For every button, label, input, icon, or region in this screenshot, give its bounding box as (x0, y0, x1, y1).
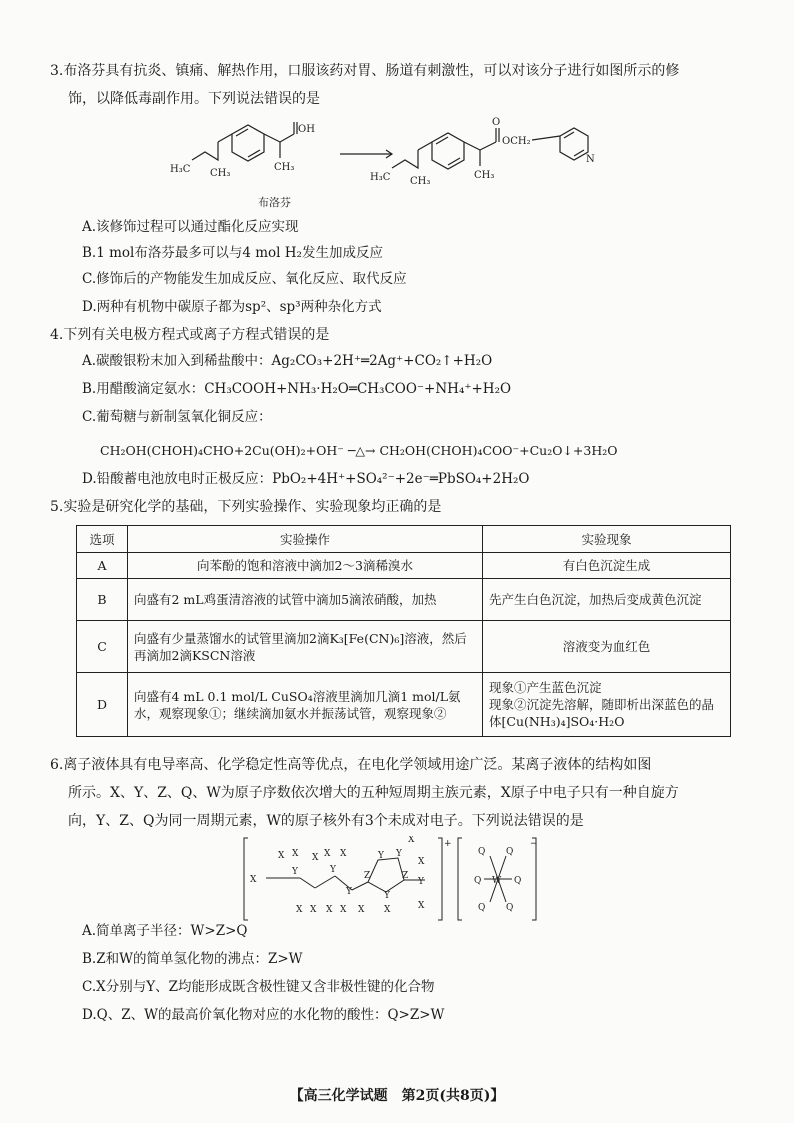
svg-text:Q: Q (478, 903, 486, 913)
header-operation: 实验操作 (128, 526, 483, 553)
ionic-liquid-structure (240, 836, 550, 922)
q4-option-a: A.碳酸银粉末加入到稀盐酸中：Ag₂CO₃+2H⁺═2Ag⁺+CO₂↑+H₂O (82, 353, 493, 369)
svg-text:Y: Y (396, 849, 402, 859)
svg-text:Z: Z (364, 871, 371, 881)
svg-text:X: X (250, 875, 257, 885)
q6-stem-line1: 6.离子液体具有电导率高、化学稳定性高等优点，在电化学领域用途广泛。某离子液体的结构如图 (50, 757, 652, 773)
experiment-table (76, 525, 731, 737)
svg-text:Q: Q (474, 876, 482, 886)
row-a-operation: 向苯酚的饱和溶液中滴加2～3滴稀溴水 (128, 553, 483, 579)
svg-text:X: X (326, 905, 333, 915)
table-row (77, 553, 731, 579)
row-a-phenomenon: 有白色沉淀生成 (483, 553, 731, 579)
q3-option-a: A.该修饰过程可以通过酯化反应实现 (82, 219, 299, 235)
svg-text:X: X (418, 901, 425, 911)
q6-option-a: A.简单离子半径：W>Z>Q (82, 923, 248, 939)
svg-text:X: X (312, 853, 319, 863)
svg-text:N: N (586, 154, 595, 165)
svg-text:X: X (418, 857, 425, 867)
svg-text:X: X (296, 905, 303, 915)
q4-option-b: B.用醋酸滴定氨水：CH₃COOH+NH₃·H₂O═CH₃COO⁻+NH₄⁺+H₂O (82, 381, 512, 397)
svg-text:CH₃: CH₃ (274, 162, 295, 173)
svg-text:+: + (444, 839, 452, 849)
svg-text:Y: Y (384, 891, 390, 901)
q4-stem: 4.下列有关电极方程式或离子方程式错误的是 (50, 327, 330, 343)
row-d-option: D (77, 673, 128, 737)
svg-text:H₃C: H₃C (370, 172, 391, 183)
svg-text:Y: Y (330, 865, 336, 875)
table-row (77, 621, 731, 673)
q4-option-d: D.铅酸蓄电池放电时正极反应：PbO₂+4H⁺+SO₄²⁻+2e⁻═PbSO₄+2H₂O (82, 471, 530, 487)
table-row (77, 673, 731, 737)
q4-option-c-equation: CH₂OH(CHOH)₄CHO+2Cu(OH)₂+OH⁻ ─△→ CH₂OH(CHOH)₄COO⁻+Cu₂O↓+3H₂O (100, 443, 618, 458)
svg-text:−: − (530, 839, 538, 849)
q5-stem: 5.实验是研究化学的基础，下列实验操作、实验现象均正确的是 (50, 499, 442, 515)
svg-text:O: O (492, 117, 501, 128)
page-footer: 【高三化学试题 第2页(共8页)】 (289, 1088, 505, 1104)
svg-text:W: W (492, 876, 502, 886)
q4-option-c: C.葡萄糖与新制氢氧化铜反应： (82, 409, 272, 425)
ibuprofen-label: 布洛芬 (258, 196, 291, 209)
table-row (77, 579, 731, 621)
reaction-svg (170, 112, 730, 208)
header-option: 选项 (77, 526, 128, 553)
row-b-phenomenon: 先产生白色沉淀，加热后变成黄色沉淀 (483, 579, 731, 621)
svg-text:OH: OH (298, 124, 315, 135)
svg-text:X: X (340, 905, 347, 915)
svg-text:X: X (292, 849, 299, 859)
row-c-option: C (77, 621, 128, 673)
svg-text:Q: Q (506, 847, 514, 857)
svg-text:OCH₂: OCH₂ (502, 136, 531, 147)
q6-option-b: B.Z和W的简单氢化物的沸点：Z>W (82, 951, 303, 967)
header-phenomenon: 实验现象 (483, 526, 731, 553)
q6-stem-line3: 向，Y、Z、Q为同一周期元素，W的原子核外有3个未成对电子。下列说法错误的是 (68, 813, 584, 829)
row-c-phenomenon: 溶液变为血红色 (483, 621, 731, 673)
q3-option-b: B.1 mol布洛芬最多可以与4 mol H₂发生加成反应 (82, 245, 383, 261)
svg-text:X: X (340, 849, 347, 859)
table-header-row (77, 526, 731, 553)
row-c-operation: 向盛有少量蒸馏水的试管里滴加2滴K₃[Fe(CN)₆]溶液，然后再滴加2滴KSCN溶液 (128, 621, 483, 673)
ibuprofen-reaction-diagram (170, 112, 730, 208)
svg-text:Y: Y (378, 851, 384, 861)
q3-option-d: D.两种有机物中碳原子都为sp²、sp³两种杂化方式 (82, 299, 382, 315)
svg-text:X: X (310, 905, 317, 915)
svg-text:Q: Q (478, 847, 486, 857)
svg-text:CH₃: CH₃ (210, 168, 231, 179)
ionic-liquid-svg (240, 836, 550, 922)
svg-text:Y: Y (292, 867, 298, 877)
row-d-operation: 向盛有4 mL 0.1 mol/L CuSO₄溶液里滴加几滴1 mol/L氨水，观察现象①；继续滴加氨水并振荡试管，观察现象② (128, 673, 483, 737)
svg-text:Y: Y (418, 877, 424, 887)
row-b-operation: 向盛有2 mL鸡蛋清溶液的试管中滴加5滴浓硝酸，加热 (128, 579, 483, 621)
row-d-phenomenon: 现象①产生蓝色沉淀 现象②沉淀先溶解，随即析出深蓝色的晶体[Cu(NH₃)₄]SO₄·H₂O (483, 673, 731, 737)
q3-stem-line2: 饰，以降低毒副作用。下列说法错误的是 (68, 91, 320, 107)
svg-text:H₃C: H₃C (170, 164, 191, 175)
row-b-option: B (77, 579, 128, 621)
svg-text:Z: Z (402, 871, 409, 881)
q3-option-c: C.修饰后的产物能发生加成反应、氧化反应、取代反应 (82, 271, 407, 287)
svg-text:Y: Y (346, 887, 352, 897)
svg-text:Q: Q (514, 876, 522, 886)
svg-text:X: X (384, 905, 391, 915)
svg-text:X: X (358, 905, 365, 915)
svg-text:CH₃: CH₃ (474, 170, 495, 181)
q6-option-d: D.Q、Z、W的最高价氧化物对应的水化物的酸性：Q>Z>W (82, 1007, 445, 1023)
q6-stem-line2: 所示。X、Y、Z、Q、W为原子序数依次增大的五种短周期主族元素，X原子中电子只有一种自旋方 (68, 785, 679, 801)
q3-stem-line1: 3.布洛芬具有抗炎、镇痛、解热作用，口服该药对胃、肠道有刺激性，可以对该分子进行如图所示的修 (50, 63, 680, 79)
svg-text:CH₃: CH₃ (410, 176, 431, 187)
row-a-option: A (77, 553, 128, 579)
svg-text:Q: Q (506, 903, 514, 913)
svg-text:X: X (324, 849, 331, 859)
q6-option-c: C.X分别与Y、Z均能形成既含极性键又含非极性键的化合物 (82, 979, 435, 995)
svg-text:X: X (278, 851, 285, 861)
svg-text:X: X (408, 836, 415, 845)
